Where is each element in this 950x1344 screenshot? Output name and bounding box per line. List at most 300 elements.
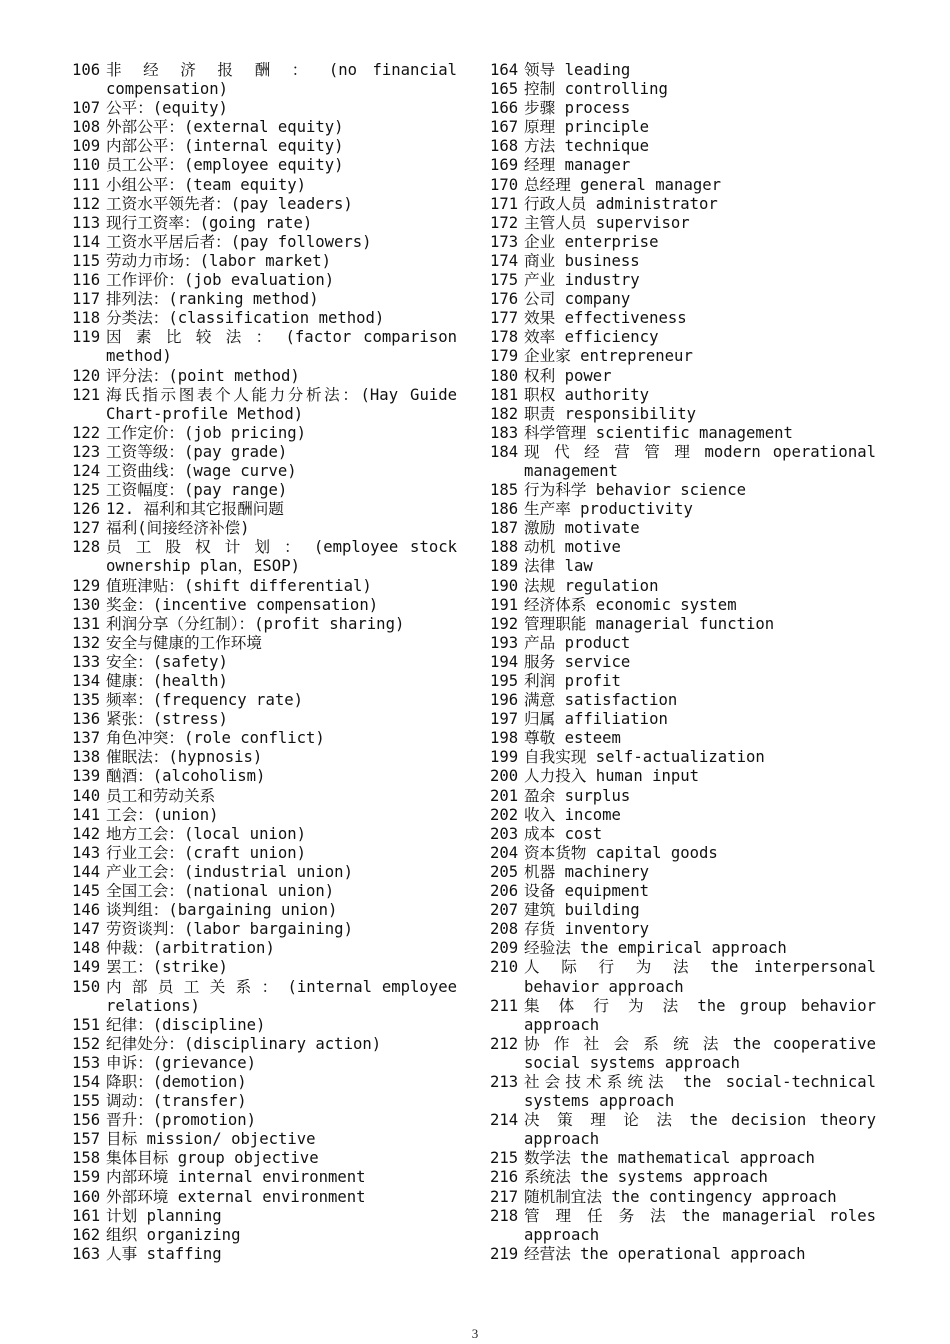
entry-number: 137 <box>72 729 101 748</box>
entry-term: 工资曲线：(wage curve) <box>106 461 297 480</box>
glossary-entry <box>72 500 457 519</box>
glossary-entry <box>72 729 457 748</box>
entry-term: 资本货物 capital goods <box>524 843 718 862</box>
glossary-entry <box>72 653 457 672</box>
entry-term: 福利(间接经济补偿) <box>106 519 250 538</box>
glossary-entry <box>72 958 457 977</box>
entry-number: 109 <box>72 137 101 156</box>
glossary-entry <box>490 748 876 767</box>
glossary-entry <box>72 462 457 481</box>
glossary-entry <box>72 156 457 175</box>
entry-term: 职责 responsibility <box>524 404 697 423</box>
glossary-entry <box>490 386 876 405</box>
entry-number: 135 <box>72 691 101 710</box>
entry-term: 权利 power <box>524 366 612 385</box>
entry-term: 效果 effectiveness <box>524 309 687 328</box>
entry-number: 148 <box>72 939 101 958</box>
entry-term: 劳动力市场：(labor market) <box>106 251 331 270</box>
glossary-entry <box>490 367 876 386</box>
entry-number: 185 <box>490 481 519 500</box>
entry-number: 214 <box>490 1111 519 1130</box>
entry-number: 199 <box>490 748 519 767</box>
entry-term: 原理 principle <box>524 118 650 137</box>
glossary-entry <box>490 557 876 576</box>
entry-number: 184 <box>490 442 519 461</box>
entry-number: 151 <box>72 1015 101 1034</box>
entry-number: 178 <box>490 328 519 347</box>
glossary-entry <box>72 118 457 137</box>
glossary-entry <box>72 386 457 424</box>
glossary-entry <box>72 939 457 958</box>
entry-number: 167 <box>490 118 519 137</box>
entry-term: 员工和劳动关系 <box>106 786 216 805</box>
entry-term: 控制 controlling <box>524 80 668 99</box>
entry-term: 12. 福利和其它报酬问题 <box>106 500 284 519</box>
entry-number: 130 <box>72 595 101 614</box>
entry-number: 198 <box>490 729 519 748</box>
entry-term: 经营法 the operational approach <box>524 1244 806 1263</box>
entry-number: 133 <box>72 652 101 671</box>
glossary-entry <box>490 405 876 424</box>
glossary-entry <box>490 997 876 1035</box>
entry-number: 139 <box>72 767 101 786</box>
entry-term: 因 素 比 较 法 ： (factor comparison method) <box>106 328 457 366</box>
entry-term: 人 际 行 为 法 the interpersonal behavior approach <box>524 958 876 996</box>
entry-term: 申诉：(grievance) <box>106 1053 257 1072</box>
entry-number: 169 <box>490 156 519 175</box>
glossary-entry <box>490 176 876 195</box>
glossary-entry <box>490 1035 876 1073</box>
glossary-entry <box>72 137 457 156</box>
glossary-entry <box>72 844 457 863</box>
entry-number: 170 <box>490 175 519 194</box>
glossary-entry <box>72 328 457 366</box>
entry-term: 经理 manager <box>524 156 631 175</box>
entry-term: 主管人员 supervisor <box>524 213 690 232</box>
entry-number: 195 <box>490 672 519 690</box>
entry-term: 收入 income <box>524 805 621 824</box>
glossary-entry <box>72 176 457 195</box>
entry-number: 160 <box>72 1187 101 1206</box>
entry-term: 盈余 surplus <box>524 786 631 805</box>
entry-term: 经验法 the empirical approach <box>524 939 787 958</box>
glossary-entry <box>490 1207 876 1245</box>
entry-term: 晋升：(promotion) <box>106 1111 257 1130</box>
glossary-entry <box>490 920 876 939</box>
entry-number: 187 <box>490 519 519 538</box>
entry-number: 188 <box>490 538 519 557</box>
entry-number: 145 <box>72 882 101 901</box>
entry-term: 计划 planning <box>106 1206 222 1225</box>
entry-term: 工资等级：(pay grade) <box>106 442 288 461</box>
entry-term: 成本 cost <box>524 824 603 843</box>
entry-term: 职权 authority <box>524 385 650 404</box>
entry-term: 集体目标 group objective <box>106 1149 319 1168</box>
entry-term: 产品 product <box>524 633 631 652</box>
entry-term: 分类法：(classification method) <box>106 309 385 328</box>
entry-number: 142 <box>72 824 101 843</box>
entry-term: 目标 mission/ objective <box>106 1130 316 1149</box>
entry-number: 111 <box>72 175 101 194</box>
glossary-entry <box>490 347 876 366</box>
glossary-entry <box>72 1073 457 1092</box>
entry-term: 内部公平：(internal equity) <box>106 137 344 156</box>
entry-term: 行政人员 administrator <box>524 194 718 213</box>
glossary-entry <box>72 634 457 653</box>
glossary-entry <box>72 1035 457 1054</box>
entry-number: 150 <box>72 977 101 996</box>
entry-term: 经济体系 economic system <box>524 595 737 614</box>
glossary-entry <box>72 1016 457 1035</box>
glossary-entry <box>72 1130 457 1149</box>
glossary-entry <box>490 1111 876 1149</box>
glossary-entry <box>490 1188 876 1207</box>
entry-term: 动机 motive <box>524 538 621 557</box>
entry-number: 114 <box>72 232 101 251</box>
entry-number: 127 <box>72 519 101 538</box>
glossary-entry <box>490 863 876 882</box>
entry-number: 147 <box>72 920 101 939</box>
entry-term: 行为科学 behavior science <box>524 481 746 500</box>
entry-term: 小组公平：(team equity) <box>106 175 307 194</box>
entry-number: 217 <box>490 1187 519 1206</box>
entry-term: 生产率 productivity <box>524 500 693 519</box>
glossary-entry <box>72 443 457 462</box>
entry-number: 218 <box>490 1206 519 1225</box>
entry-term: 方法 technique <box>524 137 650 156</box>
entry-term: 产业工会：(industrial union) <box>106 862 353 881</box>
glossary-entry <box>72 577 457 596</box>
glossary-entry <box>490 939 876 958</box>
entry-term: 企业 enterprise <box>524 232 659 251</box>
entry-term: 科学管理 scientific management <box>524 423 793 442</box>
entry-number: 191 <box>490 595 519 614</box>
entry-number: 189 <box>490 557 519 576</box>
glossary-entry <box>490 958 876 996</box>
glossary-entry <box>490 290 876 309</box>
entry-number: 128 <box>72 538 101 557</box>
entry-term: 调动：(transfer) <box>106 1092 247 1111</box>
glossary-entry <box>490 519 876 538</box>
entry-number: 176 <box>490 290 519 309</box>
entry-number: 106 <box>72 61 101 79</box>
glossary-entry <box>72 978 457 1016</box>
entry-number: 215 <box>490 1149 519 1168</box>
entry-number: 203 <box>490 824 519 843</box>
entry-term: 管 理 任 务 法 the managerial roles approach <box>524 1206 876 1244</box>
entry-number: 219 <box>490 1244 519 1263</box>
entry-number: 204 <box>490 843 519 862</box>
glossary-entry <box>490 156 876 175</box>
glossary-entry <box>72 1207 457 1226</box>
entry-term: 产业 industry <box>524 271 640 290</box>
glossary-entry <box>72 806 457 825</box>
entry-number: 156 <box>72 1111 101 1130</box>
glossary-entry <box>490 806 876 825</box>
entry-number: 118 <box>72 309 101 328</box>
glossary-entry <box>490 767 876 786</box>
entry-term: 海氏指示图表个人能力分析法：(Hay Guide Chart-profile Method) <box>106 385 457 423</box>
glossary-entry <box>490 271 876 290</box>
entry-number: 154 <box>72 1072 101 1091</box>
glossary-entry <box>490 500 876 519</box>
entry-term: 企业家 entrepreneur <box>524 347 693 366</box>
entry-number: 126 <box>72 500 101 519</box>
entry-term: 工会：(union) <box>106 805 219 824</box>
glossary-entry <box>72 1168 457 1187</box>
entry-term: 现行工资率：(going rate) <box>106 213 313 232</box>
entry-number: 209 <box>490 939 519 958</box>
entry-term: 步骤 process <box>524 99 631 118</box>
entry-number: 166 <box>490 99 519 118</box>
glossary-entry <box>490 443 876 481</box>
entry-number: 193 <box>490 633 519 652</box>
glossary-entry <box>490 137 876 156</box>
entry-term: 频率：(frequency rate) <box>106 691 303 710</box>
glossary-entry <box>72 615 457 634</box>
entry-number: 158 <box>72 1149 101 1168</box>
glossary-entry <box>72 863 457 882</box>
glossary-entry <box>72 481 457 500</box>
entry-number: 108 <box>72 118 101 137</box>
entry-number: 116 <box>72 271 101 290</box>
entry-number: 164 <box>490 61 519 79</box>
entry-term: 外部环境 external environment <box>106 1187 366 1206</box>
entry-number: 125 <box>72 481 101 500</box>
entry-term: 工作定价：(job pricing) <box>106 423 307 442</box>
entry-term: 工资幅度：(pay range) <box>106 481 288 500</box>
entry-term: 协 作 社 会 系 统 法 the cooperative social systems approach <box>524 1034 876 1072</box>
entry-number: 168 <box>490 137 519 156</box>
entry-number: 163 <box>72 1244 101 1263</box>
entry-term: 工作评价：(job evaluation) <box>106 271 335 290</box>
entry-number: 157 <box>72 1130 101 1149</box>
entry-term: 纪律：(discipline) <box>106 1015 266 1034</box>
entry-number: 182 <box>490 404 519 423</box>
glossary-entry <box>490 596 876 615</box>
glossary-entry <box>72 901 457 920</box>
entry-number: 129 <box>72 576 101 595</box>
glossary-entry <box>490 195 876 214</box>
glossary-entry <box>490 328 876 347</box>
entry-number: 173 <box>490 232 519 251</box>
entry-term: 内 部 员 工 关 系 ： (internal employee relations) <box>106 977 457 1015</box>
glossary-entry <box>490 901 876 920</box>
entry-term: 员 工 股 权 计 划 ： (employee stock ownership plan，ESOP) <box>106 538 457 576</box>
entry-term: 机器 machinery <box>524 862 650 881</box>
glossary-entry <box>490 1168 876 1187</box>
entry-number: 174 <box>490 251 519 270</box>
glossary-entry <box>72 691 457 710</box>
entry-number: 207 <box>490 901 519 920</box>
entry-number: 213 <box>490 1072 519 1091</box>
entry-number: 115 <box>72 251 101 270</box>
glossary-entry <box>490 615 876 634</box>
glossary-entry <box>72 271 457 290</box>
entry-term: 建筑 building <box>524 901 640 920</box>
entry-number: 123 <box>72 442 101 461</box>
entry-term: 法规 regulation <box>524 576 659 595</box>
entry-number: 165 <box>490 80 519 99</box>
entry-term: 人力投入 human input <box>524 767 700 786</box>
glossary-entry <box>490 1149 876 1168</box>
entry-number: 146 <box>72 901 101 920</box>
glossary-entry <box>72 1092 457 1111</box>
entry-number: 113 <box>72 213 101 232</box>
glossary-entry <box>72 920 457 939</box>
entry-number: 117 <box>72 290 101 309</box>
glossary-entry <box>72 424 457 443</box>
entry-term: 组织 organizing <box>106 1225 241 1244</box>
entry-number: 172 <box>490 213 519 232</box>
entry-number: 153 <box>72 1053 101 1072</box>
entry-number: 136 <box>72 710 101 729</box>
entry-number: 143 <box>72 843 101 862</box>
glossary-entry <box>72 538 457 576</box>
entry-term: 值班津贴：(shift differential) <box>106 576 372 595</box>
entry-term: 社会技术系统法 the social-technical systems approach <box>524 1072 876 1111</box>
entry-term: 紧张：(stress) <box>106 710 228 729</box>
entry-term: 员工公平：(employee equity) <box>106 156 344 175</box>
entry-term: 催眠法：(hypnosis) <box>106 748 263 767</box>
glossary-entry <box>72 672 457 691</box>
entry-number: 132 <box>72 633 101 652</box>
entry-number: 208 <box>490 920 519 939</box>
glossary-entry <box>490 672 876 691</box>
entry-number: 197 <box>490 710 519 729</box>
glossary-entry <box>490 710 876 729</box>
entry-term: 数学法 the mathematical approach <box>524 1149 815 1168</box>
entry-number: 162 <box>72 1225 101 1244</box>
glossary-entry <box>490 634 876 653</box>
entry-number: 107 <box>72 99 101 118</box>
glossary-entry <box>490 577 876 596</box>
entry-term: 评分法：(point method) <box>106 366 300 385</box>
glossary-entry <box>72 61 457 99</box>
glossary-entry <box>490 882 876 901</box>
glossary-entry <box>72 252 457 271</box>
entry-term: 满意 satisfaction <box>524 691 678 710</box>
entry-term: 总经理 general manager <box>524 175 721 194</box>
glossary-entry <box>490 61 876 80</box>
glossary-entry <box>72 710 457 729</box>
entry-number: 120 <box>72 366 101 385</box>
glossary-entry <box>490 118 876 137</box>
glossary-entry <box>72 1111 457 1130</box>
entry-number: 155 <box>72 1092 101 1111</box>
entry-number: 140 <box>72 786 101 805</box>
glossary-entry <box>490 252 876 271</box>
entry-number: 194 <box>490 652 519 671</box>
entry-term: 劳资谈判：(labor bargaining) <box>106 920 353 939</box>
glossary-entry <box>490 80 876 99</box>
entry-term: 健康：(health) <box>106 672 228 690</box>
glossary-entry <box>72 367 457 386</box>
entry-number: 216 <box>490 1168 519 1187</box>
glossary-entry <box>72 1054 457 1073</box>
entry-term: 利润 profit <box>524 672 621 690</box>
entry-number: 138 <box>72 748 101 767</box>
glossary-entry <box>72 519 457 538</box>
glossary-entry <box>490 825 876 844</box>
entry-term: 存货 inventory <box>524 920 650 939</box>
entry-term: 利润分享（分红制）：(profit sharing) <box>106 614 405 633</box>
entry-term: 角色冲突：(role conflict) <box>106 729 325 748</box>
entry-term: 纪律处分：(disciplinary action) <box>106 1034 382 1053</box>
entry-term: 服务 service <box>524 652 631 671</box>
glossary-entry <box>72 1149 457 1168</box>
entry-term: 地方工会：(local union) <box>106 824 307 843</box>
entry-term: 法律 law <box>524 557 593 576</box>
left-column <box>72 61 457 1264</box>
entry-term: 现 代 经 营 管 理 modern operational management <box>524 442 876 480</box>
glossary-entry <box>490 214 876 233</box>
glossary-entry <box>490 1073 876 1111</box>
entry-term: 管理职能 managerial function <box>524 614 775 633</box>
glossary-entry <box>490 233 876 252</box>
entry-term: 行业工会：(craft union) <box>106 843 307 862</box>
glossary-entry <box>490 691 876 710</box>
entry-term: 效率 efficiency <box>524 328 659 347</box>
glossary-entry <box>490 844 876 863</box>
entry-term: 决 策 理 论 法 the decision theory approach <box>524 1111 876 1149</box>
glossary-entry <box>490 787 876 806</box>
entry-number: 211 <box>490 996 519 1015</box>
entry-number: 200 <box>490 767 519 786</box>
entry-term: 全国工会：(national union) <box>106 882 335 901</box>
entry-number: 122 <box>72 423 101 442</box>
glossary-entry <box>490 99 876 118</box>
entry-term: 奖金：(incentive compensation) <box>106 595 379 614</box>
entry-term: 设备 equipment <box>524 882 650 901</box>
entry-term: 领导 leading <box>524 61 631 79</box>
entry-number: 161 <box>72 1206 101 1225</box>
entry-term: 外部公平：(external equity) <box>106 118 344 137</box>
entry-term: 商业 business <box>524 251 640 270</box>
entry-number: 110 <box>72 156 101 175</box>
entry-term: 工资水平居后者：(pay followers) <box>106 232 372 251</box>
entry-number: 144 <box>72 862 101 881</box>
entry-number: 177 <box>490 309 519 328</box>
glossary-entry <box>72 1245 457 1264</box>
entry-term: 谈判组：(bargaining union) <box>106 901 338 920</box>
entry-number: 212 <box>490 1034 519 1053</box>
entry-number: 205 <box>490 862 519 881</box>
glossary-entry <box>72 882 457 901</box>
glossary-entry <box>72 290 457 309</box>
entry-number: 190 <box>490 576 519 595</box>
glossary-entry <box>490 729 876 748</box>
entry-term: 尊敬 esteem <box>524 729 621 748</box>
entry-term: 酗酒：(alcoholism) <box>106 767 266 786</box>
glossary-entry <box>490 481 876 500</box>
glossary-entry <box>490 1245 876 1264</box>
entry-number: 181 <box>490 385 519 404</box>
glossary-entry <box>490 424 876 443</box>
entry-number: 121 <box>72 385 101 404</box>
entry-number: 134 <box>72 672 101 690</box>
glossary-entry <box>72 99 457 118</box>
glossary-entry <box>490 309 876 328</box>
entry-number: 124 <box>72 461 101 480</box>
entry-term: 自我实现 self-actualization <box>524 748 765 767</box>
glossary-entry <box>490 653 876 672</box>
entry-term: 安全与健康的工作环境 <box>106 633 262 652</box>
entry-term: 集 体 行 为 法 the group behavior approach <box>524 996 876 1034</box>
entry-term: 系统法 the systems approach <box>524 1168 768 1187</box>
entry-term: 内部环境 internal environment <box>106 1168 366 1187</box>
entry-term: 非 经 济 报 酬 ： (no financial compensation) <box>106 61 457 99</box>
